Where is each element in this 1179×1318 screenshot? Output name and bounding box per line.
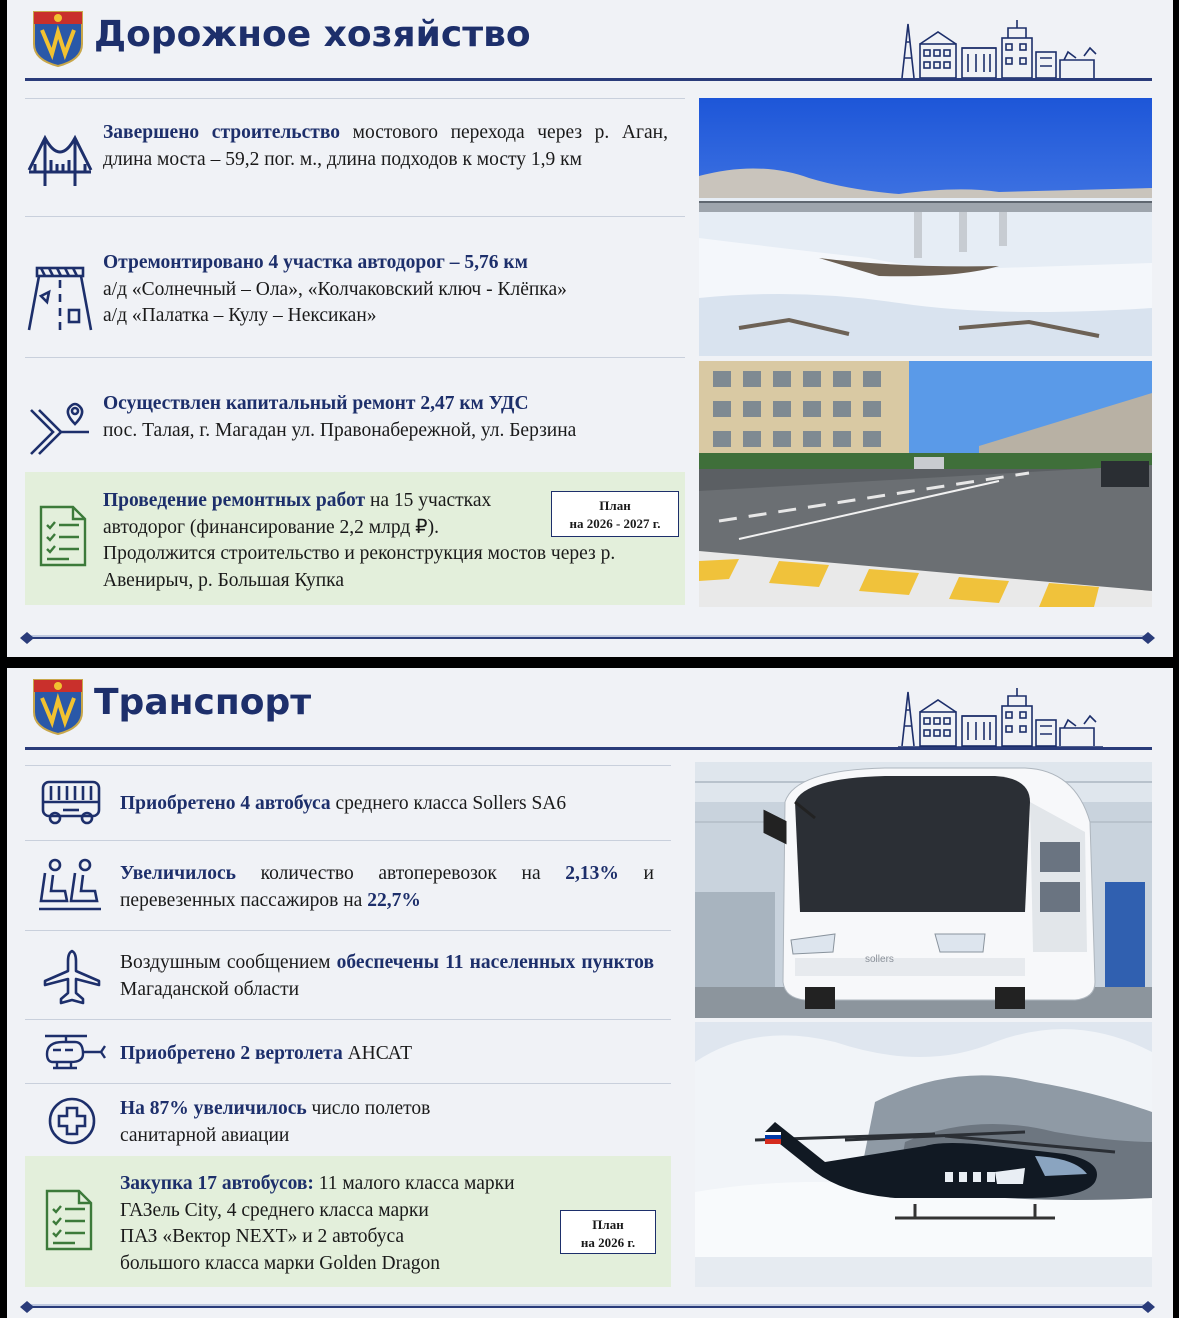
- region-coat-of-arms-icon: [32, 678, 84, 736]
- transport-item-buses: [120, 791, 665, 818]
- airplane-icon: [43, 949, 101, 1005]
- item-text: автодорог (финансирование 2,2 млрд ₽).: [103, 516, 439, 538]
- road-item-capital-repair: [103, 391, 673, 444]
- row-divider: [25, 357, 685, 358]
- plan-badge-period: на 2026 г.: [580, 1235, 636, 1250]
- item-bold-text: Приобретено 4 автобуса: [120, 793, 331, 814]
- plan-badge: [551, 491, 679, 537]
- row-divider: [25, 930, 671, 931]
- helicopter-icon: [41, 1032, 107, 1074]
- item-text: Воздушным сообщением: [120, 952, 337, 973]
- slide-road-management: [7, 0, 1173, 657]
- row-divider: [25, 765, 671, 766]
- route-pin-icon: [29, 400, 93, 464]
- item-text: большого класса марки Golden Dragon: [120, 1252, 441, 1274]
- item-text: а/д «Палатка – Кулу – Нексикан»: [103, 305, 377, 326]
- header-divider: [25, 78, 1152, 81]
- transport-item-traffic: [120, 861, 654, 914]
- item-text: пос. Талая, г. Магадан ул. Правонабережной, ул. Берзина: [103, 419, 577, 441]
- item-bold-text: обеспечены 11 населенных пунктов: [336, 952, 654, 973]
- item-text: ГАЗель City, 4 среднего класса марки: [120, 1199, 429, 1221]
- item-text: а/д «Солнечный – Ола», «Колчаковский ключ - Клёпка»: [103, 278, 567, 300]
- slide-transport: [7, 668, 1173, 1318]
- medical-cross-icon: [47, 1096, 97, 1146]
- item-text: количество автоперевозок на: [235, 863, 566, 884]
- transport-item-medical-aviation: [120, 1096, 665, 1149]
- transport-plan-text: [120, 1171, 580, 1277]
- item-bold-text: На 87% увеличилось: [120, 1098, 307, 1119]
- svg-text:sollers: sollers: [865, 954, 894, 965]
- item-text: число полетов: [306, 1098, 431, 1119]
- plan-badge: [560, 1210, 656, 1254]
- item-bold-text: 2,13%: [565, 863, 619, 884]
- item-bold-text: Завершено строительство: [103, 122, 340, 143]
- item-bold-text: Закупка 17 автобусов:: [120, 1173, 314, 1194]
- row-divider: [25, 98, 685, 99]
- item-text: и перевезенных пассажиров на: [120, 863, 654, 911]
- item-text: на 15 участках: [365, 490, 492, 511]
- item-text: ПАЗ «Вектор NEXT» и 2 автобуса: [120, 1226, 405, 1247]
- row-divider: [25, 1083, 671, 1084]
- header-divider: [25, 747, 1152, 750]
- item-bold-text: Осуществлен капитальный ремонт 2,47 км УДС: [103, 393, 529, 414]
- road-item-repair: [103, 250, 673, 330]
- item-text: Продолжится строительство и реконструкция мостов через р. Авенирыч, р. Большая Купка: [103, 543, 616, 591]
- plan-badge-title: План: [592, 1217, 624, 1232]
- bus-photo: [695, 762, 1152, 1018]
- item-bold-text: Проведение ремонтных работ: [103, 490, 366, 511]
- item-bold-text: Приобретено 2 вертолета: [120, 1043, 343, 1064]
- footer-divider: [19, 631, 1156, 645]
- item-text: мостового перехода через р. Аган, длина моста – 59,2 пог. м., длина подходов к мосту 1,9 км: [103, 122, 668, 170]
- slide-title: Дорожное хозяйство: [94, 14, 531, 55]
- item-bold-text: Отремонтировано 4 участка автодорог – 5,76 км: [103, 252, 528, 273]
- transport-item-air: [120, 950, 654, 1003]
- slide-title: Транспорт: [94, 682, 312, 723]
- passenger-seats-icon: [37, 857, 103, 913]
- plan-badge-period: на 2026 - 2027 г.: [569, 516, 661, 531]
- item-text: Магаданской области: [120, 978, 300, 1000]
- row-divider: [25, 216, 685, 217]
- item-bold-text: Увеличилось: [120, 863, 236, 884]
- item-text: АНСАТ: [342, 1043, 413, 1064]
- transport-item-helicopters: [120, 1041, 665, 1068]
- item-text: среднего класса Sollers SA6: [330, 793, 567, 814]
- item-text: санитарной авиации: [120, 1124, 290, 1146]
- bridge-photo: [699, 98, 1152, 356]
- city-skyline-icon: [898, 18, 1103, 80]
- footer-divider: [19, 1300, 1156, 1314]
- row-divider: [25, 1019, 671, 1020]
- region-coat-of-arms-icon: [32, 10, 84, 68]
- item-text: 11 малого класса марки: [313, 1173, 515, 1194]
- plan-badge-title: План: [599, 498, 631, 513]
- road-repair-icon: [27, 266, 93, 332]
- row-divider: [25, 840, 671, 841]
- checklist-icon: [45, 1189, 93, 1251]
- street-photo: [699, 361, 1152, 607]
- bus-icon: [41, 780, 101, 826]
- helicopter-photo: [695, 1022, 1152, 1287]
- item-bold-text: 22,7%: [367, 889, 421, 911]
- bridge-icon: [27, 132, 93, 188]
- checklist-icon: [39, 505, 87, 567]
- road-item-bridge: [103, 120, 668, 173]
- city-skyline-icon: [898, 686, 1103, 748]
